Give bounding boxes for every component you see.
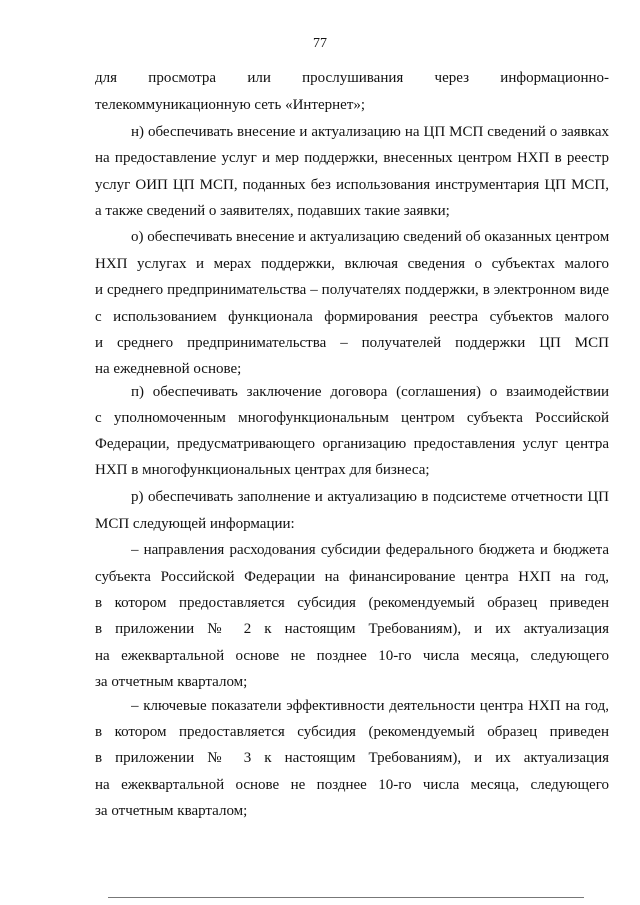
text-line: в приложении № 3 к настоящим Требованиям), и их актуализация [95, 750, 609, 766]
text-line: о) обеспечивать внесение и актуализацию сведений об оказанных центром [131, 229, 609, 245]
bottom-rule [108, 897, 584, 898]
page-number: 77 [313, 36, 327, 51]
text-line: НХП в многофункциональных центрах для бизнеса; [95, 462, 430, 478]
text-line: за отчетным кварталом; [95, 674, 248, 690]
text-line: и среднего предпринимательства – получателей поддержки ЦП МСП [95, 335, 609, 351]
text-line: и среднего предпринимательства – получателях поддержки, в электронном виде [95, 282, 609, 298]
text-line: телекоммуникационную сеть «Интернет»; [95, 97, 366, 113]
text-line: МСП следующей информации: [95, 516, 295, 532]
text-line: на предоставление услуг и мер поддержки, внесенных центром НХП в реестр [95, 150, 609, 166]
text-line: в котором предоставляется субсидия (рекомендуемый образец приведен [95, 595, 609, 611]
text-line: на ежеквартальной основе не позднее 10-го числа месяца, следующего [95, 648, 609, 664]
text-line: с использованием функционала формирования реестра субъектов малого [95, 309, 609, 325]
text-line: Федерации, предусматривающего организацию предоставления услуг центра [95, 436, 609, 452]
text-line: в котором предоставляется субсидия (рекомендуемый образец приведен [95, 724, 609, 740]
text-line: для просмотра или прослушивания через информационно- [95, 70, 609, 86]
text-line: с уполномоченным многофункциональным центром субъекта Российской [95, 410, 609, 426]
text-line: п) обеспечивать заключение договора (соглашения) о взаимодействии [131, 384, 609, 400]
text-line: в приложении № 2 к настоящим Требованиям), и их актуализация [95, 621, 609, 637]
text-line: за отчетным кварталом; [95, 803, 248, 819]
text-line: р) обеспечивать заполнение и актуализацию в подсистеме отчетности ЦП [131, 489, 609, 505]
text-line: – направления расходования субсидии федерального бюджета и бюджета [131, 542, 609, 558]
text-line: н) обеспечивать внесение и актуализацию на ЦП МСП сведений о заявках [131, 124, 609, 140]
text-line: услуг ОИП ЦП МСП, поданных без использования инструментария ЦП МСП, [95, 177, 609, 193]
text-line: на ежедневной основе; [95, 361, 242, 377]
text-line: на ежеквартальной основе не позднее 10-го числа месяца, следующего [95, 777, 609, 793]
text-line: а также сведений о заявителях, подавших такие заявки; [95, 203, 450, 219]
text-line: – ключевые показатели эффективности деятельности центра НХП на год, [131, 698, 609, 714]
text-line: субъекта Российской Федерации на финансирование центра НХП на год, [95, 569, 609, 585]
text-line: НХП услугах и мерах поддержки, включая сведения о субъектах малого [95, 256, 609, 272]
